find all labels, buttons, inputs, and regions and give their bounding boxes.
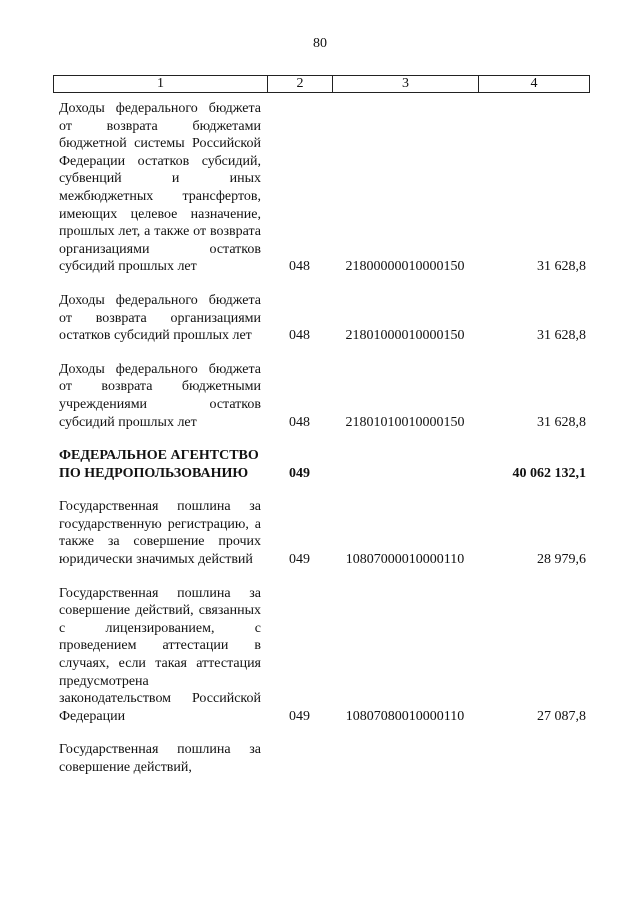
row-admin-code: 049 — [289, 708, 310, 724]
column-header-1: 1 — [54, 76, 268, 92]
row-name: Государственная пошлина за совершение действий, — [59, 742, 261, 775]
row-admin-code: 048 — [289, 259, 310, 275]
row-name: Доходы федерального бюджета от возврата организациями остатков субсидий прошлых лет — [59, 292, 261, 344]
row-kbk-code: 21801000010000150 — [345, 328, 465, 344]
table-row — [53, 361, 590, 431]
row-admin-code: 048 — [289, 414, 310, 430]
row-admin-code: 049 — [289, 465, 310, 481]
table-row — [53, 585, 590, 726]
row-kbk-code: 10807000010000110 — [345, 552, 465, 568]
row-amount: 40 062 132,1 — [512, 465, 586, 481]
page-number: 80 — [313, 36, 327, 51]
row-kbk-code: 21801010010000150 — [345, 414, 465, 430]
table-row — [53, 292, 590, 345]
row-admin-code: 049 — [289, 552, 310, 568]
table-row — [53, 498, 590, 568]
table-row — [53, 741, 590, 776]
row-amount: 27 087,8 — [537, 708, 586, 724]
table-row — [53, 100, 590, 276]
row-name: ФЕДЕРАЛЬНОЕ АГЕНТСТВО ПО НЕДРОПОЛЬЗОВАНИЮ — [59, 448, 259, 481]
row-amount: 31 628,8 — [537, 259, 586, 275]
row-amount: 28 979,6 — [537, 552, 586, 568]
row-name: Доходы федерального бюджета от возврата бюджетами бюджетной системы Российской Федерации остатков субсидий, субвенций и иных межбюджетных трансфертов, имеющих целевое назначение, прошлых лет, а также от возврата организациями остатков субсидий прошлых лет — [59, 101, 261, 275]
row-kbk-code: 10807080010000110 — [345, 708, 465, 724]
table-body — [53, 100, 590, 793]
column-header-2: 2 — [268, 76, 333, 92]
row-amount: 31 628,8 — [537, 328, 586, 344]
row-name: Доходы федерального бюджета от возврата бюджетными учреждениями остатков субсидий прошлых лет — [59, 361, 261, 430]
row-kbk-code: 21800000010000150 — [345, 259, 465, 275]
row-name: Государственная пошлина за совершение действий, связанных с лицензированием, с проведением аттестации в случаях, если такая аттестация предусмотрена законодательством Российской Федерации — [59, 585, 261, 724]
table-row-agency-total — [53, 447, 590, 482]
column-header-3: 3 — [333, 76, 479, 92]
column-header-4: 4 — [530, 76, 538, 91]
row-name: Государственная пошлина за государственную регистрацию, а также за совершение прочих юридически значимых действий — [59, 499, 261, 568]
row-amount: 31 628,8 — [537, 414, 586, 430]
table-header-row — [53, 75, 590, 93]
row-admin-code: 048 — [289, 328, 310, 344]
